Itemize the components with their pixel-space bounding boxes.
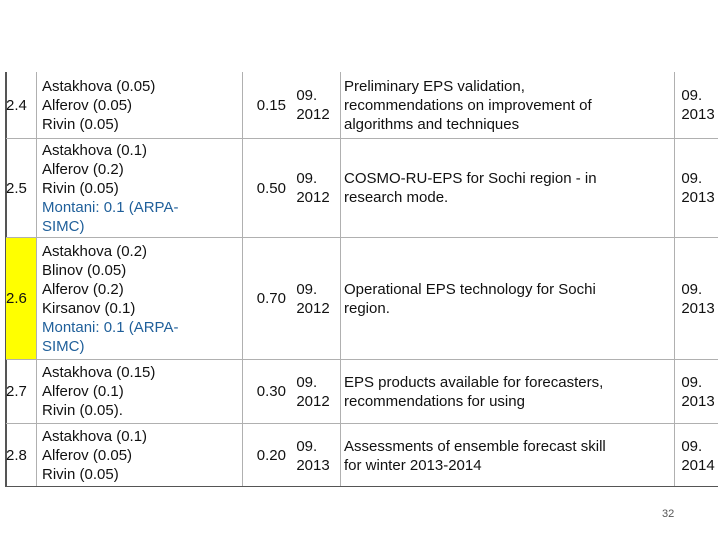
people-cell bbox=[42, 72, 238, 138]
people-cell bbox=[42, 360, 238, 423]
person-entry: Kirsanov (0.1) bbox=[42, 299, 136, 317]
end-year: 2013 bbox=[681, 189, 715, 206]
person-entry: Alferov (0.05) bbox=[42, 447, 133, 464]
person-entry: Astakhova (0.1) bbox=[42, 141, 148, 159]
end-month: 09. bbox=[681, 373, 703, 391]
end-year: 2013 bbox=[681, 106, 715, 123]
task-description bbox=[344, 424, 674, 487]
partner-entry: Montani: 0.1 (ARPA- bbox=[42, 198, 179, 216]
task-table bbox=[6, 72, 718, 487]
page-number: 32 bbox=[662, 508, 675, 520]
end-month: 09. bbox=[681, 437, 703, 455]
effort-value: 0.15 bbox=[256, 96, 286, 114]
person-entry: Alferov (0.05) bbox=[42, 96, 133, 114]
partner-entry: SIMC) bbox=[42, 217, 85, 235]
description-line: EPS products available for forecasters, bbox=[344, 373, 604, 391]
task-description bbox=[344, 72, 674, 138]
person-entry: Astakhova (0.1) bbox=[42, 428, 148, 445]
effort-value: 0.20 bbox=[256, 447, 286, 464]
start-date bbox=[288, 360, 338, 423]
end-month: 09. bbox=[681, 87, 703, 104]
task-id: 2.6 bbox=[6, 290, 27, 307]
task-id: 2.7 bbox=[6, 383, 27, 400]
table-row bbox=[6, 424, 718, 487]
task-id: 2.5 bbox=[6, 179, 27, 197]
description-line: algorithms and techniques bbox=[344, 115, 520, 133]
effort-value: 0.50 bbox=[256, 179, 286, 197]
partner-entry: SIMC) bbox=[42, 337, 85, 355]
start-year: 2013 bbox=[296, 456, 330, 474]
end-month: 09. bbox=[681, 280, 703, 298]
person-entry: Astakhova (0.2) bbox=[42, 242, 148, 260]
start-date bbox=[288, 139, 338, 237]
start-date bbox=[288, 238, 338, 359]
description-line: recommendations on improvement of bbox=[344, 96, 592, 114]
person-entry: Rivin (0.05). bbox=[42, 402, 123, 419]
partner-entry: Montani: 0.1 (ARPA- bbox=[42, 318, 179, 336]
people-cell bbox=[42, 424, 238, 487]
start-month: 09. bbox=[296, 373, 318, 391]
person-entry: Alferov (0.2) bbox=[42, 280, 124, 298]
end-date bbox=[678, 238, 718, 359]
person-entry: Blinov (0.05) bbox=[42, 261, 127, 279]
people-cell bbox=[42, 139, 238, 237]
person-entry: Rivin (0.05) bbox=[42, 466, 119, 483]
end-year: 2014 bbox=[681, 456, 715, 474]
end-date bbox=[678, 139, 718, 237]
people-cell bbox=[42, 238, 238, 359]
effort-value: 0.70 bbox=[256, 290, 286, 307]
description-line: recommendations for using bbox=[344, 392, 525, 410]
description-line: COSMO-RU-EPS for Sochi region - in bbox=[344, 170, 597, 187]
person-entry: Rivin (0.05) bbox=[42, 115, 119, 133]
description-line: research mode. bbox=[344, 189, 449, 206]
table-row bbox=[6, 360, 718, 423]
start-year: 2012 bbox=[296, 392, 330, 410]
person-entry: Alferov (0.2) bbox=[42, 160, 124, 178]
description-line: region. bbox=[344, 299, 390, 317]
description-line: Assessments of ensemble forecast skill bbox=[344, 437, 606, 455]
task-description bbox=[344, 238, 674, 359]
task-description bbox=[344, 360, 674, 423]
person-entry: Astakhova (0.05) bbox=[42, 77, 156, 95]
table-row bbox=[6, 238, 718, 359]
effort-value: 0.30 bbox=[256, 383, 286, 400]
start-date bbox=[288, 72, 338, 138]
end-month: 09. bbox=[681, 170, 703, 187]
start-year: 2012 bbox=[296, 106, 330, 123]
start-year: 2012 bbox=[296, 189, 330, 206]
table-row bbox=[6, 72, 718, 138]
start-date bbox=[288, 424, 338, 487]
end-date bbox=[678, 424, 718, 487]
task-description bbox=[344, 139, 674, 237]
table-bottom-border bbox=[6, 486, 718, 487]
start-year: 2012 bbox=[296, 299, 330, 317]
start-month: 09. bbox=[296, 280, 318, 298]
task-id: 2.4 bbox=[6, 96, 27, 114]
description-line: Operational EPS technology for Sochi bbox=[344, 280, 596, 298]
end-year: 2013 bbox=[681, 299, 715, 317]
description-line: Preliminary EPS validation, bbox=[344, 77, 525, 95]
start-month: 09. bbox=[296, 170, 318, 187]
person-entry: Astakhova (0.15) bbox=[42, 364, 156, 381]
start-month: 09. bbox=[296, 87, 318, 104]
start-month: 09. bbox=[296, 437, 318, 455]
end-date bbox=[678, 72, 718, 138]
description-line: for winter 2013-2014 bbox=[344, 456, 482, 474]
end-year: 2013 bbox=[681, 392, 715, 410]
person-entry: Alferov (0.1) bbox=[42, 383, 124, 400]
table-row bbox=[6, 139, 718, 237]
task-id: 2.8 bbox=[6, 447, 27, 464]
end-date bbox=[678, 360, 718, 423]
person-entry: Rivin (0.05) bbox=[42, 179, 119, 197]
